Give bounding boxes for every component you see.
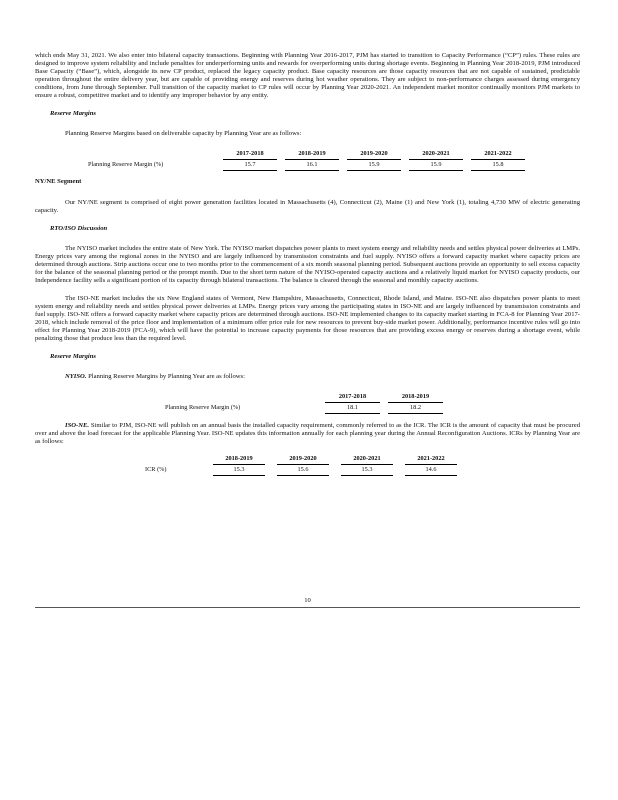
pjm-year-header: 2018-2019: [285, 149, 339, 160]
nyiso-value-cell: 18.2: [388, 403, 443, 414]
pjm-value-cell: 15.9: [409, 160, 463, 171]
iso-ne-market-paragraph: The ISO-NE market includes the six New England states of Vermont, New Hampshire, Massachusetts, Connecticut, Rhode Island, and Maine. ISO-NE also dispatches power plants to meet system energy and reliability needs and settles physical power deliveries at LMPs. Energy prices vary among the participating states in ISO-NE and are largely influenced by transmission constraints and fuel supply. ISO-NE offers a forward capacity market where capacity prices are determined through auctions. ISO-NE implemented changes to its capacity market starting in FCA-8 for Planning Year 2017-2018, which include removal of the price floor and implementation of a minimum offer price rule for new resources to prevent buy-side market power. Additionally, performance incentive rules will go into effect for Planning Year 2018-2019 (FCA-9), which will have the potential to increase capacity payments for those resources that are providing excess energy or reserves during a shortage event, while penalizing those that produce less than the required level.: [35, 295, 580, 342]
icr-year-header: 2018-2019: [213, 454, 265, 465]
nyiso-reserve-margin-table: [165, 392, 443, 414]
icr-value-cell: 14.6: [405, 465, 457, 476]
pjm-reserve-margin-intro: Planning Reserve Margins based on deliverable capacity by Planning Year are as follows:: [65, 130, 302, 137]
pjm-year-header: 2017-2018: [223, 149, 277, 160]
nyiso-year-header: 2018-2019: [388, 392, 443, 403]
document-body: [35, 52, 580, 476]
ny-ne-segment-heading: NY/NE Segment: [35, 178, 82, 185]
pjm-value-cell: 15.8: [471, 160, 525, 171]
nyiso-label: NYISO.: [65, 373, 87, 380]
nyiso-row-label: Planning Reserve Margin (%): [165, 404, 241, 411]
footer-divider: [35, 607, 580, 608]
pjm-year-header: 2019-2020: [347, 149, 401, 160]
icr-year-header: 2020-2021: [341, 454, 393, 465]
page-number: 10: [304, 597, 311, 604]
icr-row-label: ICR (%): [145, 466, 167, 473]
pjm-value-cell: 16.1: [285, 160, 339, 171]
icr-year-header: 2021-2022: [405, 454, 457, 465]
ny-ne-segment-paragraph: Our NY/NE segment is comprised of eight power generation facilities located in Massachusetts (4), Connecticut (2), Maine (1) and New York (1), totaling 4,730 MW of electric generating capacity.: [35, 199, 580, 214]
iso-ne-label: ISO-NE.: [65, 422, 89, 429]
reserve-margins-heading-2: Reserve Margins: [50, 353, 96, 360]
pjm-year-header: 2020-2021: [409, 149, 463, 160]
pjm-value-cell: 15.7: [223, 160, 277, 171]
nyiso-reserve-margin-intro: [65, 373, 580, 381]
nyiso-intro-text: Planning Reserve Margins by Planning Year are as follows:: [86, 373, 245, 380]
pjm-year-header: 2021-2022: [471, 149, 525, 160]
icr-value-cell: 15.3: [341, 465, 393, 476]
pjm-value-cell: 15.9: [347, 160, 401, 171]
nyiso-market-paragraph: The NYISO market includes the entire state of New York. The NYISO market dispatches power plants to meet system energy and reliability needs and settles physical power deliveries at LMPs. Energy prices vary among the regional zones in the NYISO and are largely influenced by transmission constraints and fuel supply. NYISO offers a forward capacity market where capacity prices are determined through auctions. Strip auctions occur one to two months prior to the commencement of a six month seasonal planning period. Subsequent auctions provide an opportunity to sell excess capacity for the balance of the seasonal planning period or the prompt month. Due to the short term nature of the NYISO-operated capacity auctions and a relatively liquid market for NYISO capacity products, our Independence facility sells a significant portion of its capacity through bilateral transactions. The balance is cleared through the seasonal and monthly capacity auctions.: [35, 245, 580, 284]
nyiso-value-cell: 18.1: [325, 403, 380, 414]
icr-value-cell: 15.3: [213, 465, 265, 476]
icr-year-header: 2019-2020: [277, 454, 329, 465]
pjm-reserve-margin-table: [88, 149, 525, 171]
rto-iso-discussion-heading: RTO/ISO Discussion: [50, 225, 108, 232]
iso-ne-icr-paragraph: [35, 422, 580, 446]
pjm-row-label: Planning Reserve Margin (%): [88, 161, 164, 168]
nyiso-year-header: 2017-2018: [325, 392, 380, 403]
iso-ne-icr-text: Similar to PJM, ISO-NE will publish on an annual basis the installed capacity requirement, commonly referred to as the ICR. The ICR is the amount of capacity that must be procured over and above the load forecast for the applicable Planning Year. ISO-NE updates this information annually for each planning year during the Annual Reconfiguration Auctions. ICRs by Planning Year are as follows:: [35, 422, 580, 445]
icr-value-cell: 15.6: [277, 465, 329, 476]
icr-table: [145, 454, 457, 476]
reserve-margins-heading: Reserve Margins: [50, 110, 96, 117]
pjm-capacity-paragraph: which ends May 31, 2021. We also enter into bilateral capacity transactions. Beginning with Planning Year 2016-2017, PJM has started to transition to Capacity Performance (“CP”) rules. These rules are designed to improve system reliability and include penalties for underperforming units and rewards for overperforming units during shortage events. Beginning in Planning Year 2018-2019, PJM introduced Base Capacity (“Base”), which, alongside its new CP product, replaced the legacy capacity product. Base capacity resources are those capacity resources that are not capable of sustained, predictable operation throughout the entire delivery year, but are capable of providing energy and reserves during hot weather operations. They are subject to non-performance charges assessed during emergency conditions, from June through September. Full transition of the capacity market to CP rules will occur by Planning Year 2020-2021. An independent market monitor continually monitors PJM markets to ensure a robust, competitive market and to identify any improper behavior by any entity.: [35, 52, 580, 99]
